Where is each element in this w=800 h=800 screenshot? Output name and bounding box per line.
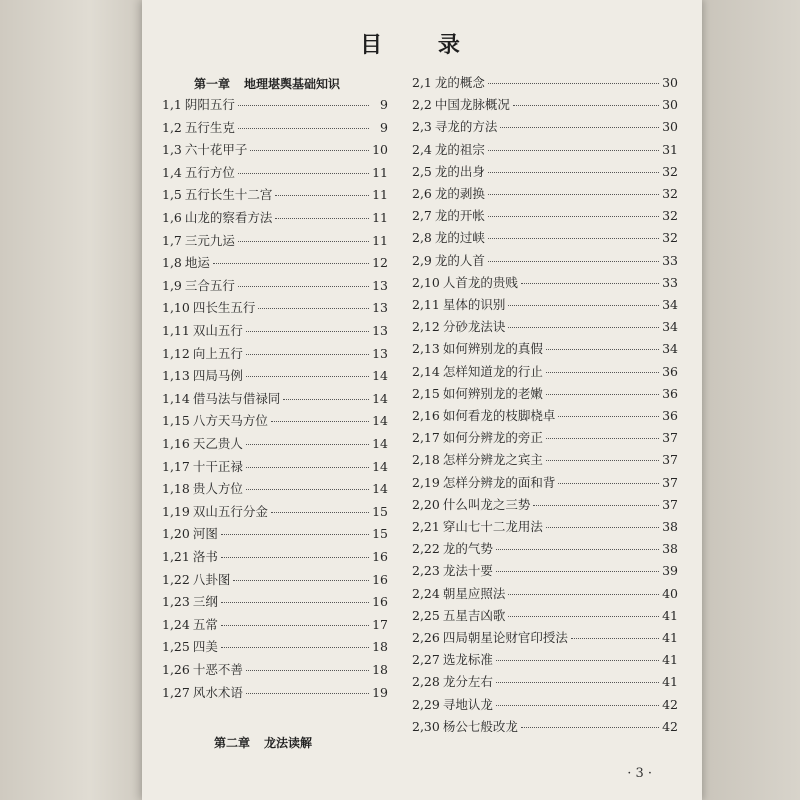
toc-entry: [162, 95, 388, 115]
toc-entry-number: 1,24: [162, 616, 190, 632]
toc-entry-page: 14: [372, 436, 388, 451]
toc-entry-title: 河图: [192, 526, 218, 542]
toc-entry-page: 9: [380, 97, 388, 112]
toc-entry-title: 五行生克: [184, 119, 235, 135]
toc-entry: [162, 547, 388, 567]
toc-entry-number: 1,13: [162, 368, 190, 384]
toc-entry: [412, 717, 678, 737]
toc-entry-number: 2,10: [412, 274, 440, 290]
toc-entry-page: 32: [662, 163, 678, 179]
toc-entry-title: 贵人方位: [192, 481, 243, 497]
dot-leader: [558, 416, 659, 417]
background-right: [690, 0, 800, 800]
toc-entry-number: 1,2: [162, 119, 182, 135]
toc-entry-number: 1,19: [162, 503, 190, 519]
toc-entry-number: 1,4: [162, 164, 182, 180]
background-left: [0, 0, 150, 800]
chapter-1-name: 地理堪舆基础知识: [244, 77, 341, 91]
toc-entry: [412, 606, 678, 626]
toc-entry-title: 怎样分辨龙之宾主: [442, 452, 543, 468]
toc-entry-number: 1,1: [162, 97, 182, 112]
dot-leader: [238, 105, 369, 106]
toc-entry-number: 1,22: [162, 571, 190, 587]
toc-entry: [412, 384, 678, 404]
dot-leader: [221, 625, 369, 626]
toc-entry-page: 11: [372, 232, 388, 248]
toc-entry-page: 14: [372, 458, 388, 474]
toc-entry-number: 2,29: [412, 696, 440, 712]
toc-entry-number: 2,17: [412, 430, 440, 446]
toc-entry-title: 风水术语: [192, 684, 243, 700]
toc-entry-title: 寻地认龙: [442, 696, 493, 712]
toc-entry-page: 37: [662, 452, 678, 468]
dot-leader: [496, 549, 659, 550]
toc-entry: [162, 524, 388, 544]
toc-entry-page: 42: [662, 718, 678, 734]
toc-entry-page: 37: [662, 496, 678, 512]
dot-leader: [488, 194, 659, 195]
toc-entry-number: 2,9: [412, 252, 432, 268]
toc-entry-title: 八卦图: [192, 571, 231, 587]
toc-entry-page: 40: [662, 585, 678, 601]
chapter-2-label: 第二章: [214, 736, 251, 750]
toc-entry-number: 1,17: [162, 458, 190, 474]
toc-entry-title: 龙分左右: [442, 674, 493, 690]
toc-entry-title: 四局马例: [192, 368, 243, 384]
dot-leader: [546, 394, 659, 395]
toc-entry-page: 13: [372, 323, 388, 338]
toc-entry-title: 朝星应照法: [442, 585, 506, 601]
toc-entry-number: 2,2: [412, 97, 432, 113]
toc-entry: [412, 184, 678, 204]
toc-entry-page: 10: [372, 142, 388, 158]
toc-entry: [162, 231, 388, 251]
dot-leader: [496, 682, 659, 683]
dot-leader: [271, 421, 369, 422]
toc-entry-number: 1,15: [162, 413, 190, 429]
toc-entry-title: 分砂龙法诀: [442, 319, 506, 335]
dot-leader: [558, 483, 659, 484]
toc-entry-number: 2,12: [412, 319, 440, 335]
toc-entry: [412, 495, 678, 515]
toc-entry-title: 如何看龙的枝脚桡卓: [442, 408, 556, 423]
toc-entry-title: 四局朝星论财官印授法: [442, 630, 568, 645]
toc-entry-number: 1,8: [162, 255, 182, 271]
toc-entry: [412, 162, 678, 182]
toc-entry-page: 14: [372, 413, 388, 429]
toc-entry: [162, 411, 388, 431]
toc-entry-number: 1,27: [162, 684, 190, 700]
toc-entry: [162, 321, 388, 341]
dot-leader: [508, 616, 659, 617]
toc-entry: [162, 457, 388, 477]
toc-entry-page: 13: [372, 300, 388, 316]
toc-entry-number: 1,10: [162, 300, 190, 316]
toc-entry-number: 2,26: [412, 630, 440, 645]
toc-entry-page: 32: [662, 208, 678, 224]
dot-leader: [488, 83, 659, 84]
toc-entry-title: 双山五行: [192, 323, 243, 338]
toc-entry-title: 寻龙的方法: [434, 119, 498, 135]
chapter-2-heading: [214, 734, 312, 751]
toc-entry-number: 1,23: [162, 594, 190, 610]
toc-entry-number: 2,1: [412, 75, 432, 90]
toc-entry: [412, 428, 678, 448]
toc-entry-page: 41: [662, 652, 678, 668]
toc-entry-number: 2,16: [412, 408, 440, 423]
dot-leader: [250, 150, 369, 151]
toc-entry: [162, 615, 388, 635]
dot-leader: [271, 512, 369, 513]
toc-entry-title: 双山五行分金: [192, 503, 268, 519]
toc-entry-page: 34: [662, 319, 678, 335]
toc-entry: [412, 539, 678, 559]
toc-entry-page: 33: [662, 274, 678, 290]
toc-entry-number: 2,25: [412, 607, 440, 623]
toc-entry: [412, 73, 678, 93]
dot-leader: [546, 372, 659, 373]
toc-entry: [162, 389, 388, 409]
dot-leader: [488, 172, 659, 173]
toc-entry-page: 36: [662, 385, 678, 401]
toc-entry-number: 1,11: [162, 323, 190, 338]
toc-entry-number: 2,19: [412, 474, 440, 490]
dot-leader: [500, 127, 659, 128]
toc-entry-title: 人首龙的贵贱: [442, 274, 518, 290]
toc-entry-title: 借马法与借禄同: [192, 390, 281, 406]
dot-leader: [246, 670, 369, 671]
toc-entry: [412, 584, 678, 604]
toc-entry-page: 15: [372, 526, 388, 542]
toc-entry-title: 龙的概念: [434, 75, 485, 90]
toc-entry: [412, 140, 678, 160]
toc-entry-title: 龙法十要: [442, 563, 493, 579]
dot-leader: [238, 241, 369, 242]
toc-entry: [412, 672, 678, 692]
toc-entry-number: 1,16: [162, 436, 190, 451]
toc-entry-number: 2,3: [412, 119, 432, 135]
toc-entry-title: 五行方位: [184, 164, 235, 180]
dot-leader: [275, 195, 369, 196]
dot-leader: [246, 376, 369, 377]
toc-entry: [412, 561, 678, 581]
toc-entry-page: 30: [662, 97, 678, 113]
toc-entry-title: 中国龙脉概况: [434, 97, 510, 113]
toc-entry-number: 2,30: [412, 718, 440, 734]
toc-entry-title: 十恶不善: [192, 662, 243, 677]
toc-entry-title: 穿山七十二龙用法: [442, 519, 543, 534]
toc-entry-title: 八方天马方位: [192, 413, 268, 429]
toc-entry: [162, 140, 388, 160]
toc-entry-page: 33: [662, 252, 678, 268]
toc-entry: [412, 295, 678, 315]
toc-entry-page: 18: [372, 662, 388, 677]
toc-entry-page: 13: [372, 345, 388, 361]
dot-leader: [221, 647, 369, 648]
toc-entry-page: 34: [662, 297, 678, 312]
toc-entry-page: 32: [662, 186, 678, 201]
toc-entry-number: 2,6: [412, 186, 432, 201]
toc-entry: [162, 479, 388, 499]
dot-leader: [221, 534, 369, 535]
toc-entry-page: 41: [662, 607, 678, 623]
dot-leader: [546, 438, 659, 439]
dot-leader: [508, 305, 659, 306]
dot-leader: [521, 727, 659, 728]
toc-entry: [162, 253, 388, 273]
toc-entry-title: 怎样知道龙的行止: [442, 363, 543, 379]
toc-entry-number: 2,27: [412, 652, 440, 668]
toc-entry-title: 山龙的察看方法: [184, 210, 273, 225]
toc-entry: [162, 298, 388, 318]
toc-entry-title: 五星吉凶歌: [442, 607, 506, 623]
toc-entry-page: 16: [372, 549, 388, 564]
toc-entry-page: 11: [372, 164, 388, 180]
toc-entry-page: 41: [662, 630, 678, 645]
toc-entry-title: 选龙标准: [442, 652, 493, 668]
toc-entry-page: 14: [372, 390, 388, 406]
dot-leader: [571, 638, 659, 639]
toc-entry-page: 36: [662, 408, 678, 423]
toc-entry: [412, 473, 678, 493]
chapter-2-name: 龙法读解: [264, 736, 313, 750]
toc-entry-page: 13: [372, 277, 388, 293]
toc-entry-number: 1,18: [162, 481, 190, 497]
dot-leader: [496, 705, 659, 706]
toc-entry-page: 37: [662, 474, 678, 490]
dot-leader: [233, 580, 369, 581]
toc-entry-number: 1,14: [162, 390, 190, 406]
toc-entry-title: 三元九运: [184, 232, 235, 248]
dot-leader: [246, 444, 369, 445]
toc-entry: [412, 450, 678, 470]
dot-leader: [496, 660, 659, 661]
toc-entry: [412, 695, 678, 715]
toc-entry-page: 34: [662, 341, 678, 357]
dot-leader: [488, 238, 659, 239]
toc-entry-title: 如何辨别龙的老嫩: [442, 385, 543, 401]
dot-leader: [221, 602, 369, 603]
toc-entry-number: 2,24: [412, 585, 440, 601]
dot-leader: [238, 128, 369, 129]
toc-entry-page: 38: [662, 519, 678, 534]
dot-leader: [258, 308, 369, 309]
toc-entry-number: 2,23: [412, 563, 440, 579]
toc-entry-page: 16: [372, 594, 388, 610]
toc-entry-number: 1,25: [162, 639, 190, 655]
dot-leader: [533, 505, 659, 506]
dot-leader: [513, 105, 659, 106]
dot-leader: [546, 527, 659, 528]
toc-entry: [162, 592, 388, 612]
dot-leader: [508, 327, 659, 328]
toc-entry-number: 2,14: [412, 363, 440, 379]
toc-entry-title: 龙的剥换: [434, 186, 485, 201]
toc-entry: [162, 366, 388, 386]
toc-entry-title: 十干正禄: [192, 458, 243, 474]
dot-leader: [488, 216, 659, 217]
toc-entry: [412, 406, 678, 426]
dot-leader: [283, 399, 369, 400]
toc-entry-title: 龙的出身: [434, 163, 485, 179]
toc-entry-title: 龙的气势: [442, 541, 493, 557]
book-page: [142, 0, 702, 800]
toc-entry-number: 2,11: [412, 297, 440, 312]
toc-entry-number: 2,13: [412, 341, 440, 357]
toc-entry-number: 2,21: [412, 519, 440, 534]
toc-entry: [162, 660, 388, 680]
toc-entry-number: 2,7: [412, 208, 432, 224]
toc-entry: [412, 317, 678, 337]
page-title: 目 录: [360, 33, 484, 58]
toc-entry: [162, 683, 388, 703]
dot-leader: [488, 150, 659, 151]
toc-entry: [162, 570, 388, 590]
dot-leader: [246, 489, 369, 490]
toc-entry-number: 2,28: [412, 674, 440, 690]
toc-entry-page: 39: [662, 563, 678, 579]
dot-leader: [508, 594, 659, 595]
toc-entry-page: 37: [662, 430, 678, 446]
toc-entry-number: 1,3: [162, 142, 182, 158]
dot-leader: [221, 557, 369, 558]
toc-entry-title: 如何分辨龙的旁正: [442, 430, 543, 446]
toc-entry-title: 杨公七般改龙: [442, 718, 518, 734]
chapter-1-label: 第一章: [194, 77, 231, 91]
toc-entry-title: 阴阳五行: [184, 97, 235, 112]
toc-entry-page: 16: [372, 571, 388, 587]
toc-entry: [162, 163, 388, 183]
toc-entry-number: 2,5: [412, 163, 432, 179]
toc-entry-page: 17: [372, 616, 388, 632]
toc-entry: [412, 228, 678, 248]
toc-entry-title: 龙的人首: [434, 252, 485, 268]
dot-leader: [546, 460, 659, 461]
toc-entry-title: 四长生五行: [192, 300, 256, 316]
toc-entry-page: 19: [372, 684, 388, 700]
toc-entry-page: 15: [372, 503, 388, 519]
toc-entry-title: 星体的识别: [442, 297, 506, 312]
dot-leader: [546, 349, 659, 350]
toc-entry-page: 41: [662, 674, 678, 690]
toc-entry-title: 龙的开帐: [434, 208, 485, 224]
toc-entry-number: 1,7: [162, 232, 182, 248]
toc-entry: [412, 650, 678, 670]
toc-entry-page: 18: [372, 639, 388, 655]
toc-entry: [412, 95, 678, 115]
toc-entry: [162, 344, 388, 364]
toc-entry-number: 2,22: [412, 541, 440, 557]
toc-entry-title: 三纲: [192, 594, 218, 610]
toc-entry-number: 1,20: [162, 526, 190, 542]
toc-entry-title: 六十花甲子: [184, 142, 248, 158]
toc-entry-title: 如何辨别龙的真假: [442, 341, 543, 357]
toc-entry: [412, 628, 678, 648]
toc-entry: [412, 273, 678, 293]
toc-entry-title: 地运: [184, 255, 210, 271]
toc-entry: [412, 117, 678, 137]
toc-entry-page: 42: [662, 696, 678, 712]
toc-entry-page: 32: [662, 230, 678, 246]
dot-leader: [246, 467, 369, 468]
toc-entry-title: 五行长生十二宫: [184, 187, 273, 203]
toc-entry-title: 天乙贵人: [192, 436, 243, 451]
dot-leader: [246, 354, 369, 355]
toc-entry-page: 30: [662, 75, 678, 90]
toc-entry-title: 龙的祖宗: [434, 141, 485, 157]
dot-leader: [496, 571, 659, 572]
toc-entry: [412, 251, 678, 271]
toc-entry: [162, 434, 388, 454]
dot-leader: [213, 263, 369, 264]
toc-entry-number: 2,8: [412, 230, 432, 246]
toc-entry-page: 38: [662, 541, 678, 557]
toc-entry: [162, 185, 388, 205]
toc-entry-page: 30: [662, 119, 678, 135]
toc-entry-page: 9: [380, 119, 388, 135]
toc-entry-number: 1,26: [162, 662, 190, 677]
dot-leader: [246, 331, 369, 332]
toc-entry-number: 2,18: [412, 452, 440, 468]
toc-entry-title: 五常: [192, 616, 218, 632]
toc-entry-number: 2,15: [412, 385, 440, 401]
dot-leader: [488, 261, 659, 262]
toc-entry-title: 三合五行: [184, 277, 235, 293]
dot-leader: [275, 218, 369, 219]
toc-entry-number: 1,21: [162, 549, 190, 564]
toc-entry: [412, 206, 678, 226]
toc-entry-page: 14: [372, 481, 388, 497]
toc-entry-title: 四美: [192, 639, 218, 655]
toc-entry-title: 怎样分辨龙的面和背: [442, 474, 556, 490]
dot-leader: [521, 283, 659, 284]
toc-entry: [162, 637, 388, 657]
toc-entry-page: 31: [662, 141, 678, 157]
toc-entry: [162, 276, 388, 296]
toc-entry: [412, 339, 678, 359]
toc-entry-title: 龙的过峡: [434, 230, 485, 246]
toc-entry-number: 2,4: [412, 141, 432, 157]
toc-entry-page: 14: [372, 368, 388, 384]
toc-entry-title: 洛书: [192, 549, 218, 564]
toc-entry: [162, 118, 388, 138]
toc-entry-number: 2,20: [412, 496, 440, 512]
toc-entry: [412, 362, 678, 382]
toc-entry-number: 1,6: [162, 210, 182, 225]
dot-leader: [246, 693, 369, 694]
page-number: · 3 ·: [627, 766, 652, 781]
toc-entry: [162, 502, 388, 522]
toc-entry-number: 1,5: [162, 187, 182, 203]
toc-entry-title: 向上五行: [192, 345, 243, 361]
toc-entry-page: 11: [372, 210, 388, 225]
toc-entry-number: 1,9: [162, 277, 182, 293]
toc-entry-title: 什么叫龙之三势: [442, 496, 531, 512]
toc-entry-page: 11: [372, 187, 388, 203]
dot-leader: [238, 173, 369, 174]
toc-entry-number: 1,12: [162, 345, 190, 361]
toc-entry: [162, 208, 388, 228]
toc-entry-page: 36: [662, 363, 678, 379]
toc-entry: [412, 517, 678, 537]
chapter-1-heading: [194, 75, 340, 92]
dot-leader: [238, 286, 369, 287]
toc-entry-page: 12: [372, 255, 388, 271]
